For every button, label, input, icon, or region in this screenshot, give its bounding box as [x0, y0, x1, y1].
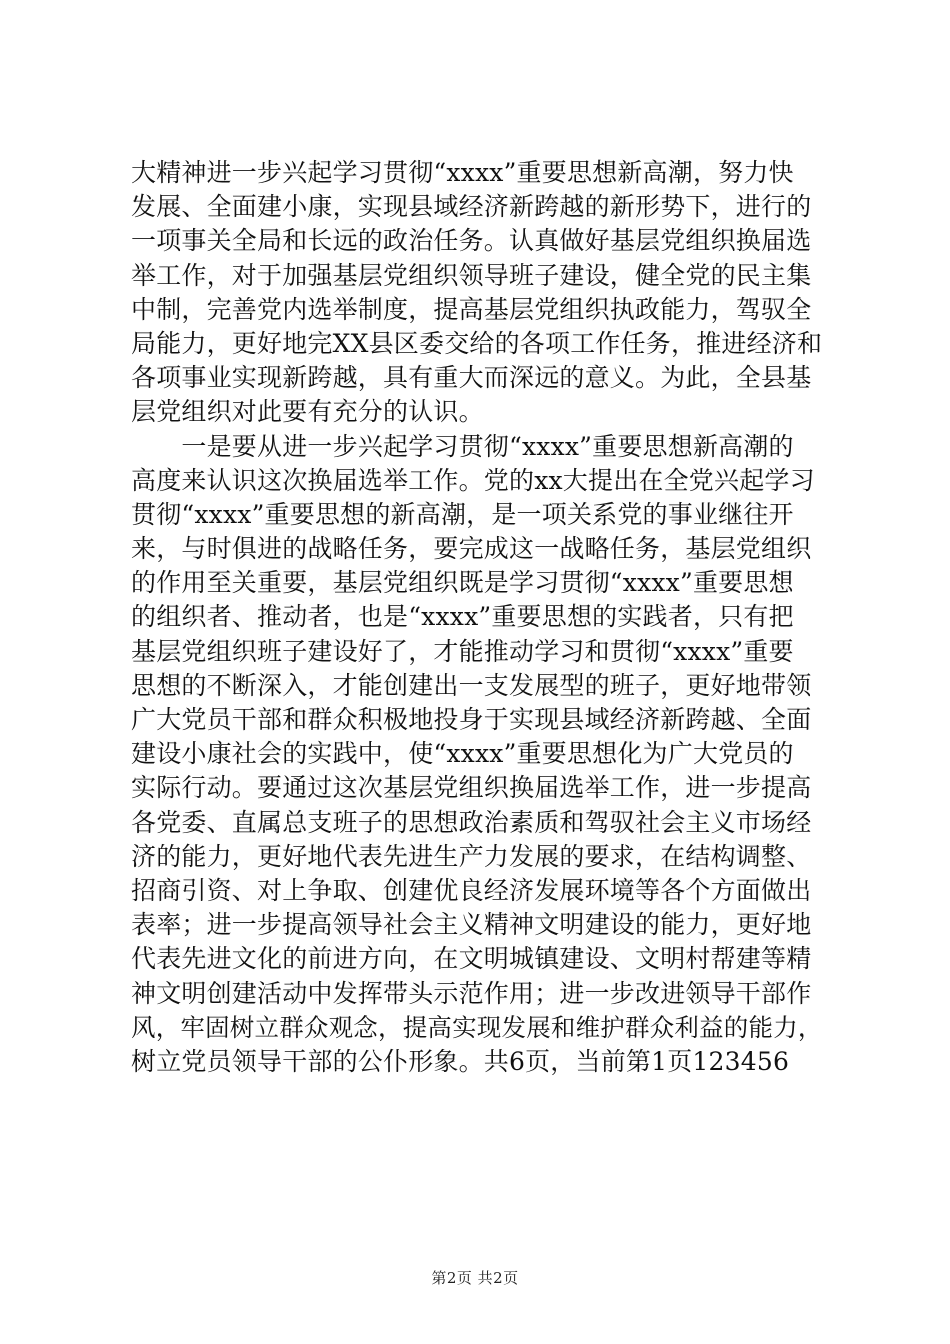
text-line-4: 举工作，对于加强基层党组织领导班子建设，健全党的民主集	[131, 260, 812, 290]
document-body	[131, 156, 831, 1079]
text-line-27: 树立党员领导干部的公仆形象。共6页，当前第1页123456	[131, 1046, 790, 1076]
text-line-14: 的组织者、推动者，也是“xxxx”重要思想的实践者，只有把	[131, 602, 794, 632]
text-line-16: 思想的不断深入，才能创建出一支发展型的班子，更好地带领	[131, 670, 812, 700]
text-line-25: 神文明创建活动中发挥带头示范作用；进一步改进领导干部作	[131, 978, 812, 1008]
text-line-3: 一项事关全局和长远的政治任务。认真做好基层党组织换届选	[131, 226, 812, 256]
text-line-1: 大精神进一步兴起学习贯彻“xxxx”重要思想新高潮，努力快	[131, 158, 794, 187]
text-line-18: 建设小康社会的实践中，使“xxxx”重要思想化为广大党员的	[131, 739, 794, 769]
text-line-6: 局能力，更好地完XX县区委交给的各项工作任务，推进经济和	[131, 328, 823, 358]
text-line-12: 来，与时俱进的战略任务，要完成这一战略任务，基层党组织	[131, 534, 812, 564]
text-line-19: 实际行动。要通过这次基层党组织换届选举工作，进一步提高	[131, 773, 812, 803]
text-line-21: 济的能力，更好地代表先进生产力发展的要求，在结构调整、	[131, 841, 812, 871]
text-line-13: 的作用至关重要，基层党组织既是学习贯彻“xxxx”重要思想	[131, 568, 794, 598]
text-line-24: 代表先进文化的前进方向，在文明城镇建设、文明村帮建等精	[131, 944, 812, 974]
text-line-9: 一是要从进一步兴起学习贯彻“xxxx”重要思想新高潮的	[131, 431, 794, 461]
page-number-footer: 第2页 共2页	[431, 1269, 519, 1287]
text-line-2: 发展、全面建小康，实现县域经济新跨越的新形势下，进行的	[131, 192, 812, 222]
text-line-5: 中制，完善党内选举制度，提高基层党组织执政能力，驾驭全	[131, 294, 812, 324]
text-line-11: 贯彻“xxxx”重要思想的新高潮，是一项关系党的事业继往开	[131, 499, 794, 529]
text-line-7: 各项事业实现新跨越，具有重大而深远的意义。为此，全县基	[131, 363, 812, 393]
text-line-22: 招商引资、对上争取、创建优良经济发展环境等各个方面做出	[131, 875, 812, 905]
text-line-8: 层党组织对此要有充分的认识。	[131, 397, 484, 427]
text-line-20: 各党委、直属总支班子的思想政治素质和驾驭社会主义市场经	[131, 807, 812, 837]
text-line-23: 表率；进一步提高领导社会主义精神文明建设的能力，更好地	[131, 910, 812, 940]
text-line-17: 广大党员干部和群众积极地投身于实现县域经济新跨越、全面	[131, 705, 812, 734]
text-line-10: 高度来认识这次换届选举工作。党的xx大提出在全党兴起学习	[131, 465, 815, 495]
text-line-15: 基层党组织班子建设好了，才能推动学习和贯彻“xxxx”重要	[131, 636, 794, 666]
text-line-26: 风，牢固树立群众观念，提高实现发展和维护群众利益的能力，	[131, 1012, 823, 1042]
